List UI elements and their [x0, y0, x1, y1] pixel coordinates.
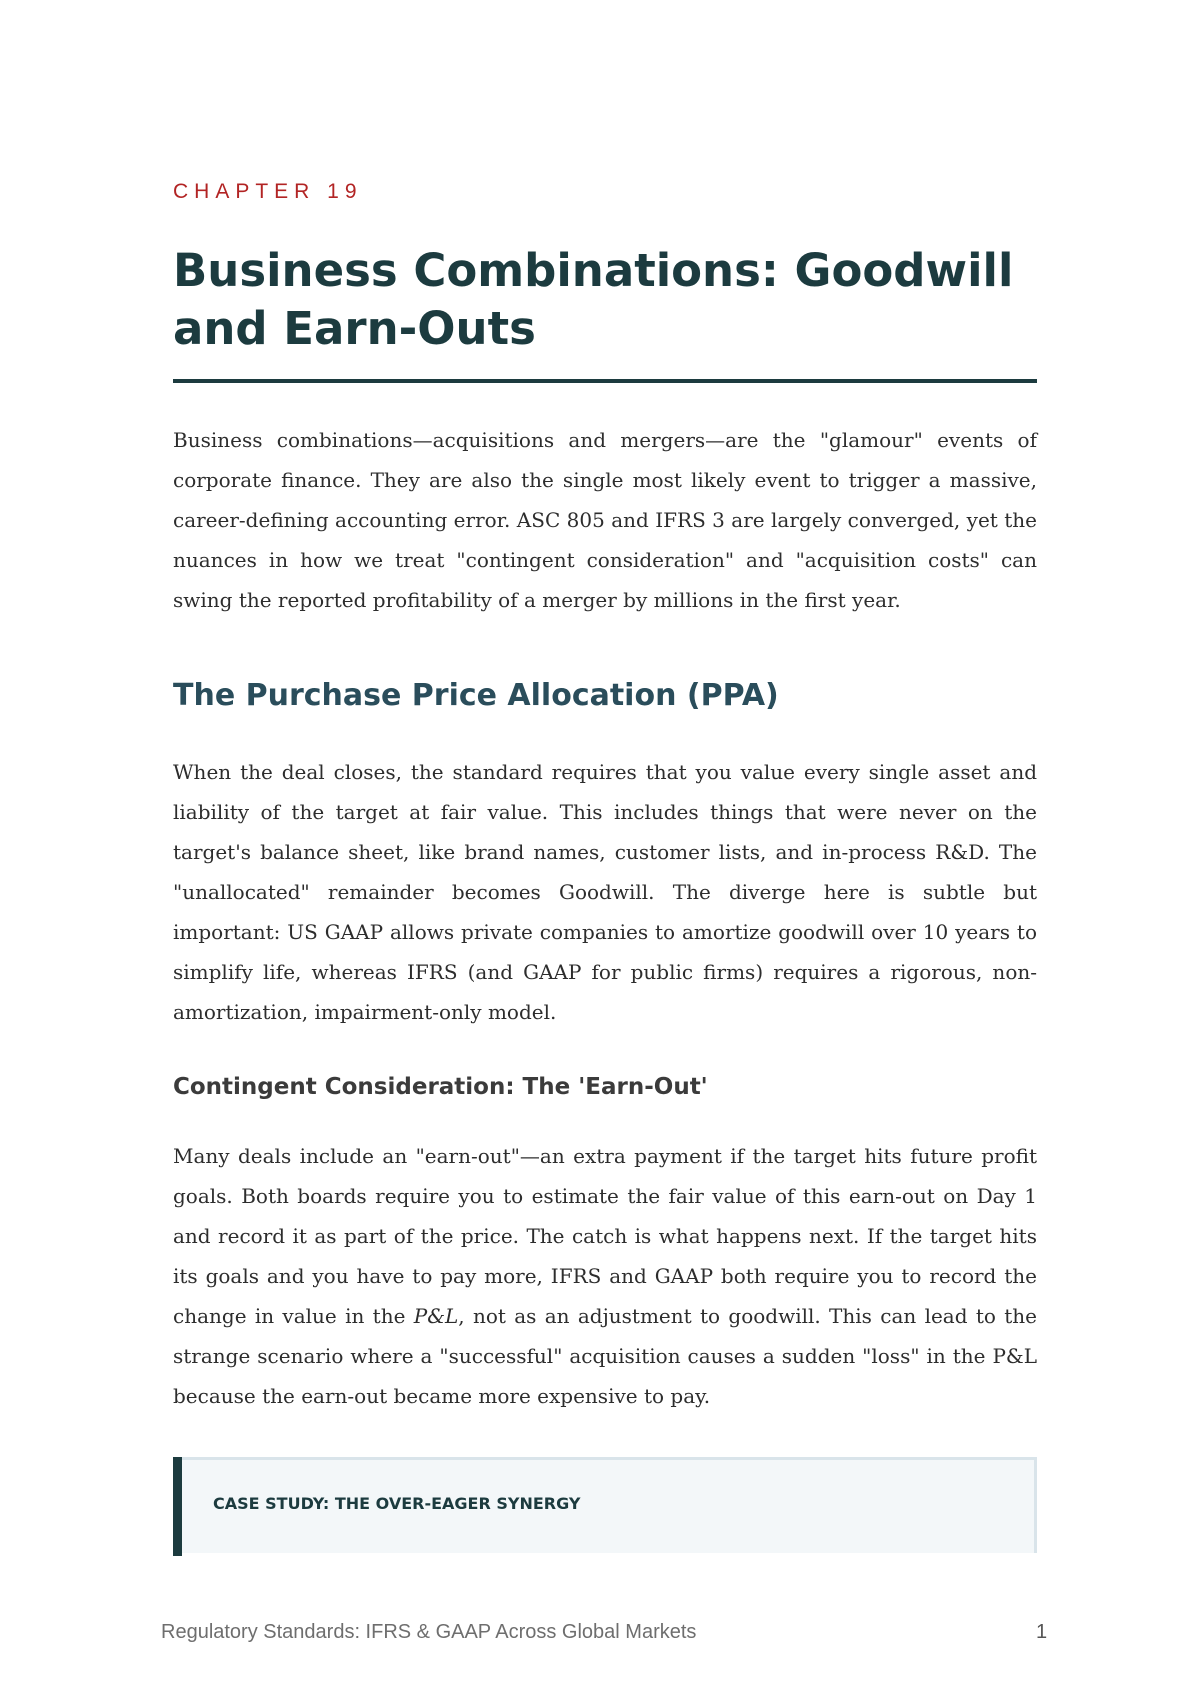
intro-paragraph: Business combinations—acquisitions and mergers—are the "glamour" events of corporate finance. They are also the single most likely event to trigger a massive, career-defining accounting error. ASC 805 and IFRS 3 are largely converged, yet the nuances in how we treat "contingent consideration" and "acquisition costs" can swing the reported profitability of a merger by millions in the first year.: [173, 428, 1037, 612]
earn-out-emphasis: P&L: [413, 1304, 459, 1328]
case-study-title: CASE STUDY: THE OVER-EAGER SYNERGY: [213, 1494, 581, 1513]
footer-book-title: Regulatory Standards: IFRS & GAAP Across Global Markets: [161, 1621, 697, 1643]
footer-page-number: 1: [1036, 1621, 1048, 1643]
chapter-title: Business Combinations: Goodwill and Earn-Outs: [173, 244, 1014, 355]
section-heading-ppa: The Purchase Price Allocation (PPA): [173, 678, 779, 713]
earn-out-text-part1: Many deals include an "earn-out"—an extra payment if the target hits future profit goals. Both boards require you to estimate the fair value of this earn-out on Day 1 and record it as part of the price. The catch is what happens next. If the target hits its goals and you have to pay more, IFRS and GAAP both require you to record the change in value in the: [173, 1144, 1037, 1328]
earn-out-text-part2: , not as an adjustment to goodwill. This can lead to the strange scenario where a "successful" acquisition causes a sudden "loss" in the P&L because the earn-out became more expensive to pay.: [173, 1304, 1037, 1408]
earn-out-paragraph: [173, 1136, 1037, 1416]
subsection-heading-earn-out: Contingent Consideration: The 'Earn-Out': [173, 1074, 708, 1100]
case-study-box: [173, 1457, 1037, 1553]
chapter-label: CHAPTER 19: [173, 180, 363, 203]
ppa-paragraph: When the deal closes, the standard requires that you value every single asset and liability of the target at fair value. This includes things that were never on the target's balance sheet, like brand names, customer lists, and in-process R&D. The "unallocated" remainder becomes Goodwill. The diverge here is subtle but important: US GAAP allows private companies to amortize goodwill over 10 years to simplify life, whereas IFRS (and GAAP for public firms) requires a rigorous, non-amortization, impairment-only model.: [173, 760, 1037, 1024]
case-study-accent-bar: [173, 1457, 182, 1556]
title-divider: [173, 379, 1037, 383]
